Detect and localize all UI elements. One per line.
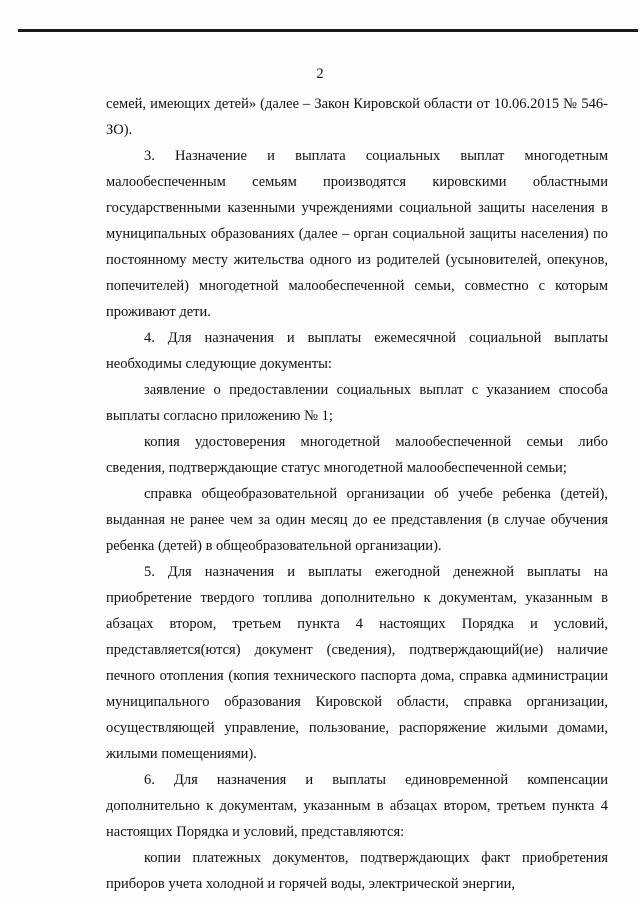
paragraph-school-certificate: справка общеобразовательной организации об учебе ребенка (детей), выданная не ранее чем за один месяц до ее представления (в случае обучения ребенка (детей) в общеобразовательной организации). [106, 486, 608, 554]
paragraph-payment-copies: копии платежных документов, подтверждающих факт приобретения приборов учета холодной и горячей воды, электрической энергии, [106, 850, 608, 892]
paragraph-certificate-copy: копия удостоверения многодетной малообеспеченной семьи либо сведения, подтверждающие статус многодетной малообеспеченной семьи; [106, 434, 608, 476]
paragraph-continuation: семей, имеющих детей» (далее – Закон Кировской области от 10.06.2015 № 546-ЗО). [106, 96, 608, 138]
page-number: 2 [316, 66, 324, 82]
paragraph-item-6: 6. Для назначения и выплаты единовременной компенсации дополнительно к документам, указанным в абзацах втором, третьем пункта 4 настоящих Порядка и условий, представляются: [106, 772, 608, 840]
paragraph-item-4: 4. Для назначения и выплаты ежемесячной социальной выплаты необходимы следующие документы: [106, 330, 608, 372]
paragraph-item-5: 5. Для назначения и выплаты ежегодной денежной выплаты на приобретение твердого топлива дополнительно к документам, указанным в абзацах втором, третьем пункта 4 настоящих Порядка и условий, представляется(ются) документ (сведения), подтверждающий(ие) наличие печного отопления (копия технического паспорта дома, справка администрации муниципального образования Кировской области, справка организации, осуществляющей управление, пользование, распоряжение жилыми домами, жилыми помещениями). [106, 564, 608, 762]
document-body [106, 91, 608, 897]
paragraph-application: заявление о предоставлении социальных выплат с указанием способа выплаты согласно приложению № 1; [106, 382, 608, 424]
paragraph-item-3: 3. Назначение и выплата социальных выплат многодетным малообеспеченным семьям производятся кировскими областными государственными казенными учреждениями социальной защиты населения в муниципальных образованиях (далее – орган социальной защиты населения) по постоянному месту жительства одного из родителей (усыновителей, опекунов, попечителей) многодетной малообеспеченной семьи, совместно с которым проживают дети. [106, 148, 608, 320]
header-rule [18, 29, 638, 32]
